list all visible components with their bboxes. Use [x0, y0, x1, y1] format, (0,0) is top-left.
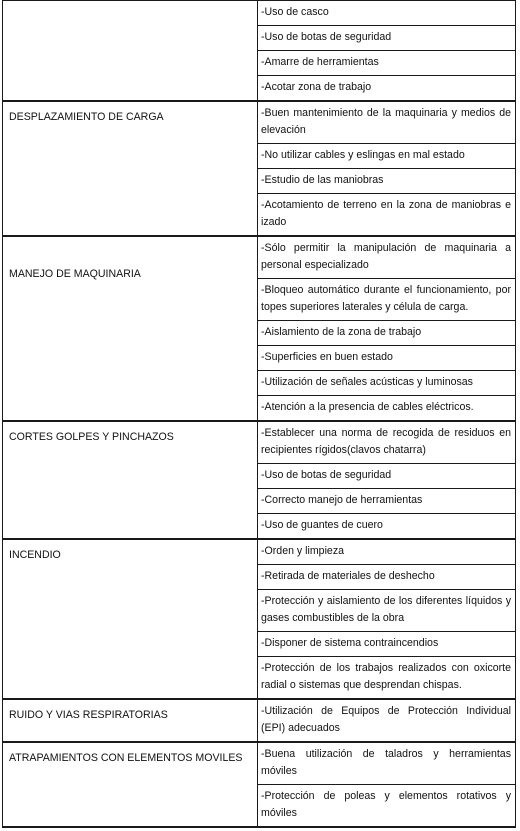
measure-cell	[258, 699, 516, 742]
measure-text: -Protección y aislamiento de los diferentes líquidos y gases combustibles de la obra	[261, 595, 511, 624]
risk-table-body	[3, 1, 516, 828]
table-row	[3, 101, 516, 144]
measure-text: -Buen mantenimiento de la maquinaria y medios de elevación	[261, 107, 511, 136]
measure-cell	[258, 101, 516, 144]
measure-cell	[258, 26, 516, 51]
measure-text: -Buena utilización de taladros y herramientas móviles	[261, 748, 511, 777]
measure-text: -Correcto manejo de herramientas	[261, 494, 423, 506]
measure-text: -Aislamiento de la zona de trabajo	[261, 326, 422, 338]
measure-text: -Acotamiento de terreno en la zona de maniobras e izado	[261, 199, 511, 228]
measure-cell	[258, 194, 516, 237]
measure-text: -Protección de poleas y elementos rotativos y móviles	[261, 790, 511, 819]
measure-cell	[258, 514, 516, 540]
risk-cell	[3, 421, 258, 539]
measure-cell	[258, 346, 516, 371]
table-row	[3, 1, 516, 26]
measure-text: -Amarre de herramientas	[261, 56, 379, 68]
risk-cell	[3, 539, 258, 699]
measure-cell	[258, 464, 516, 489]
measure-cell	[258, 169, 516, 194]
measure-text: -Atención a la presencia de cables eléctricos.	[261, 401, 474, 413]
measure-text: -No utilizar cables y eslingas en mal estado	[261, 149, 465, 161]
measure-cell	[258, 51, 516, 76]
risk-cell	[3, 236, 258, 421]
measure-cell	[258, 632, 516, 657]
measure-text: -Utilización de señales acústicas y luminosas	[261, 376, 473, 388]
measure-cell	[258, 657, 516, 700]
table-row	[3, 539, 516, 565]
measure-text: -Retirada de materiales de deshecho	[261, 570, 435, 582]
measure-cell	[258, 565, 516, 590]
measure-cell	[258, 742, 516, 785]
risk-cell	[3, 101, 258, 236]
measure-cell	[258, 279, 516, 321]
risk-cell	[3, 1, 258, 102]
measure-cell	[258, 539, 516, 565]
risk-measures-table	[2, 0, 516, 828]
measure-text: -Uso de botas de seguridad	[261, 469, 392, 481]
measure-text: -Superficies en buen estado	[261, 351, 393, 363]
measure-cell	[258, 1, 516, 26]
measure-cell	[258, 590, 516, 632]
measure-cell	[258, 396, 516, 422]
measure-text: -Orden y limpieza	[261, 545, 345, 557]
risk-name: MANEJO DE MAQUINARIA	[9, 268, 141, 280]
measure-cell	[258, 421, 516, 464]
measure-text: -Sólo permitir la manipulación de maquinaria a personal especializado	[261, 242, 511, 271]
table-row	[3, 742, 516, 785]
measure-cell	[258, 785, 516, 828]
measure-cell	[258, 321, 516, 346]
measure-text: -Uso de casco	[261, 6, 329, 18]
measure-cell	[258, 144, 516, 169]
risk-name	[3, 1, 257, 9]
measure-text: -Establecer una norma de recogida de residuos en recipientes rígidos(clavos chatarra)	[261, 427, 511, 456]
measure-text: -Protección de los trabajos realizados con oxicorte radial o sistemas que desprendan chispas.	[261, 662, 511, 691]
table-row	[3, 421, 516, 464]
risk-name: ATRAPAMIENTOS CON ELEMENTOS MOVILES	[9, 752, 243, 764]
risk-name: RUIDO Y VIAS RESPIRATORIAS	[9, 709, 168, 721]
measure-text: -Acotar zona de trabajo	[261, 81, 372, 93]
measure-text: -Bloqueo automático durante el funcionamiento, por topes superiores laterales y célula de carga.	[261, 284, 511, 313]
measure-cell	[258, 489, 516, 514]
measure-text: -Estudio de las maniobras	[261, 174, 384, 186]
measure-text: -Disponer de sistema contraincendios	[261, 637, 439, 649]
risk-name: DESPLAZAMIENTO DE CARGA	[9, 111, 164, 123]
measure-cell	[258, 76, 516, 102]
risk-name: INCENDIO	[9, 549, 61, 561]
table-row	[3, 236, 516, 279]
measure-cell	[258, 236, 516, 279]
measure-cell	[258, 371, 516, 396]
measure-text: -Uso de guantes de cuero	[261, 519, 383, 531]
measure-text: -Uso de botas de seguridad	[261, 31, 392, 43]
table-row	[3, 699, 516, 742]
risk-name: CORTES GOLPES Y PINCHAZOS	[9, 431, 174, 443]
risk-cell	[3, 699, 258, 742]
risk-cell	[3, 742, 258, 827]
measure-text: -Utilización de Equipos de Protección Individual (EPI) adecuados	[261, 705, 511, 734]
